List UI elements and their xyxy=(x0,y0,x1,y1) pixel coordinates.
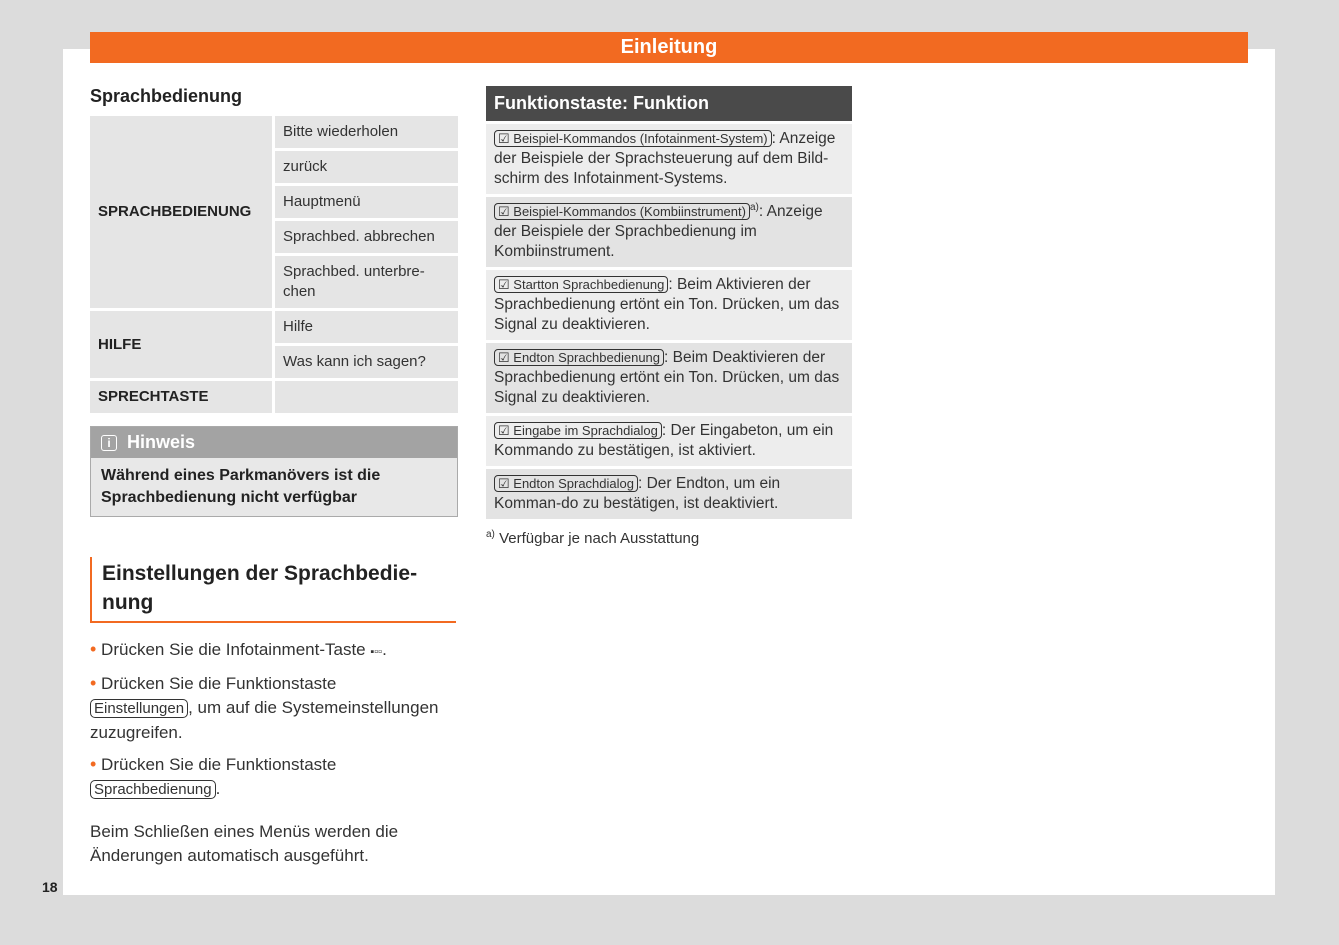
section-heading: Sprachbedienung xyxy=(90,86,243,106)
function-table-header: Funktionstaste: Funktion xyxy=(486,86,852,121)
command: zurück xyxy=(275,151,458,183)
function-row: ☑ Endton Sprachbedienung : Beim Deaktivieren der Sprachbedienung ertönt ein Ton. Drücken, um das Signal zu deaktivieren. xyxy=(486,343,852,413)
step: • Drücken Sie die Funktionstaste Sprachbedienung . xyxy=(90,754,337,798)
function-key: ☑ Endton Sprachbedienung xyxy=(494,349,664,366)
info-icon: i xyxy=(101,435,117,451)
left-column xyxy=(90,86,458,875)
checkbox-icon: ☑ xyxy=(498,423,510,438)
step: • Drücken Sie die Infotainment-Taste ▪▫▫. xyxy=(90,639,387,659)
step: • Drücken Sie die Funktionstaste Einstellungen , um auf die Systemeinstellungen zuzugreifen. xyxy=(90,673,439,742)
command: Bitte wiederholen xyxy=(275,116,458,148)
paragraph: Beim Schließen eines Menüs werden die Änderungen automatisch ausgeführt. xyxy=(90,822,399,865)
page-number: 18 xyxy=(42,879,58,895)
function-key: ☑ Beispiel-Kommandos (Kombiinstrument) xyxy=(494,203,750,220)
function-row: ☑ Eingabe im Sprachdialog : Der Eingabeton, um ein Kommando zu bestätigen, ist aktiviert. xyxy=(486,416,852,466)
footnote: $^{a)}$ Verfügbar je nach Ausstattung xyxy=(486,529,700,547)
function-row: ☑ Beispiel-Kommandos (Kombiinstrument) $^{a)}$: Anzeige der Beispiele der Sprachbedienung im Kombiinstrument. xyxy=(486,197,852,267)
checkbox-icon: ☑ xyxy=(498,204,510,219)
function-table xyxy=(486,86,852,549)
chapter-header: Einleitung xyxy=(90,32,1248,63)
function-row: ☑ Beispiel-Kommandos (Infotainment-System) : Anzeige der Beispiele der Sprachsteuerung auf dem Bild-schirm des Infotainment-Systems. xyxy=(486,124,852,194)
settings-key: Einstellungen xyxy=(90,699,188,718)
checkbox-icon: ☑ xyxy=(498,476,510,491)
voice-command-table xyxy=(87,113,461,416)
command-group: SPRECHTASTE xyxy=(90,381,272,413)
function-key: ☑ Startton Sprachbedienung xyxy=(494,276,668,293)
function-row: ☑ Endton Sprachdialog : Der Endton, um ein Komman-do zu bestätigen, ist deaktiviert. xyxy=(486,469,852,519)
function-row: ☑ Startton Sprachbedienung : Beim Aktivieren der Sprachbedienung ertönt ein Ton. Drücken, um das Signal zu deaktivieren. xyxy=(486,270,852,340)
checkbox-icon: ☑ xyxy=(498,131,510,146)
voice-control-key: Sprachbedienung xyxy=(90,780,216,799)
command: Was kann ich sagen? xyxy=(275,346,458,378)
note-title: Hinweis xyxy=(127,432,196,452)
command: Sprachbed. unterbre-chen xyxy=(275,256,458,308)
command: Hilfe xyxy=(275,311,458,343)
command-group: HILFE xyxy=(90,311,272,378)
note-box xyxy=(90,426,458,517)
steps-list xyxy=(90,637,462,868)
checkbox-icon: ☑ xyxy=(498,277,510,292)
command xyxy=(275,381,458,413)
checkbox-icon: ☑ xyxy=(498,350,510,365)
infotainment-key-icon: ▪▫▫ xyxy=(370,646,383,658)
note-text: Während eines Parkmanövers ist die Sprachbedienung nicht verfügbar xyxy=(91,458,457,516)
section-title: Einstellungen der Sprachbedie-nung xyxy=(90,557,456,623)
command: Sprachbed. abbrechen xyxy=(275,221,458,253)
function-key: ☑ Endton Sprachdialog xyxy=(494,475,638,492)
function-key: ☑ Beispiel-Kommandos (Infotainment-System) xyxy=(494,130,772,147)
function-key: ☑ Eingabe im Sprachdialog xyxy=(494,422,662,439)
command: Hauptmenü xyxy=(275,186,458,218)
command-group: SPRACHBEDIENUNG xyxy=(90,116,272,308)
